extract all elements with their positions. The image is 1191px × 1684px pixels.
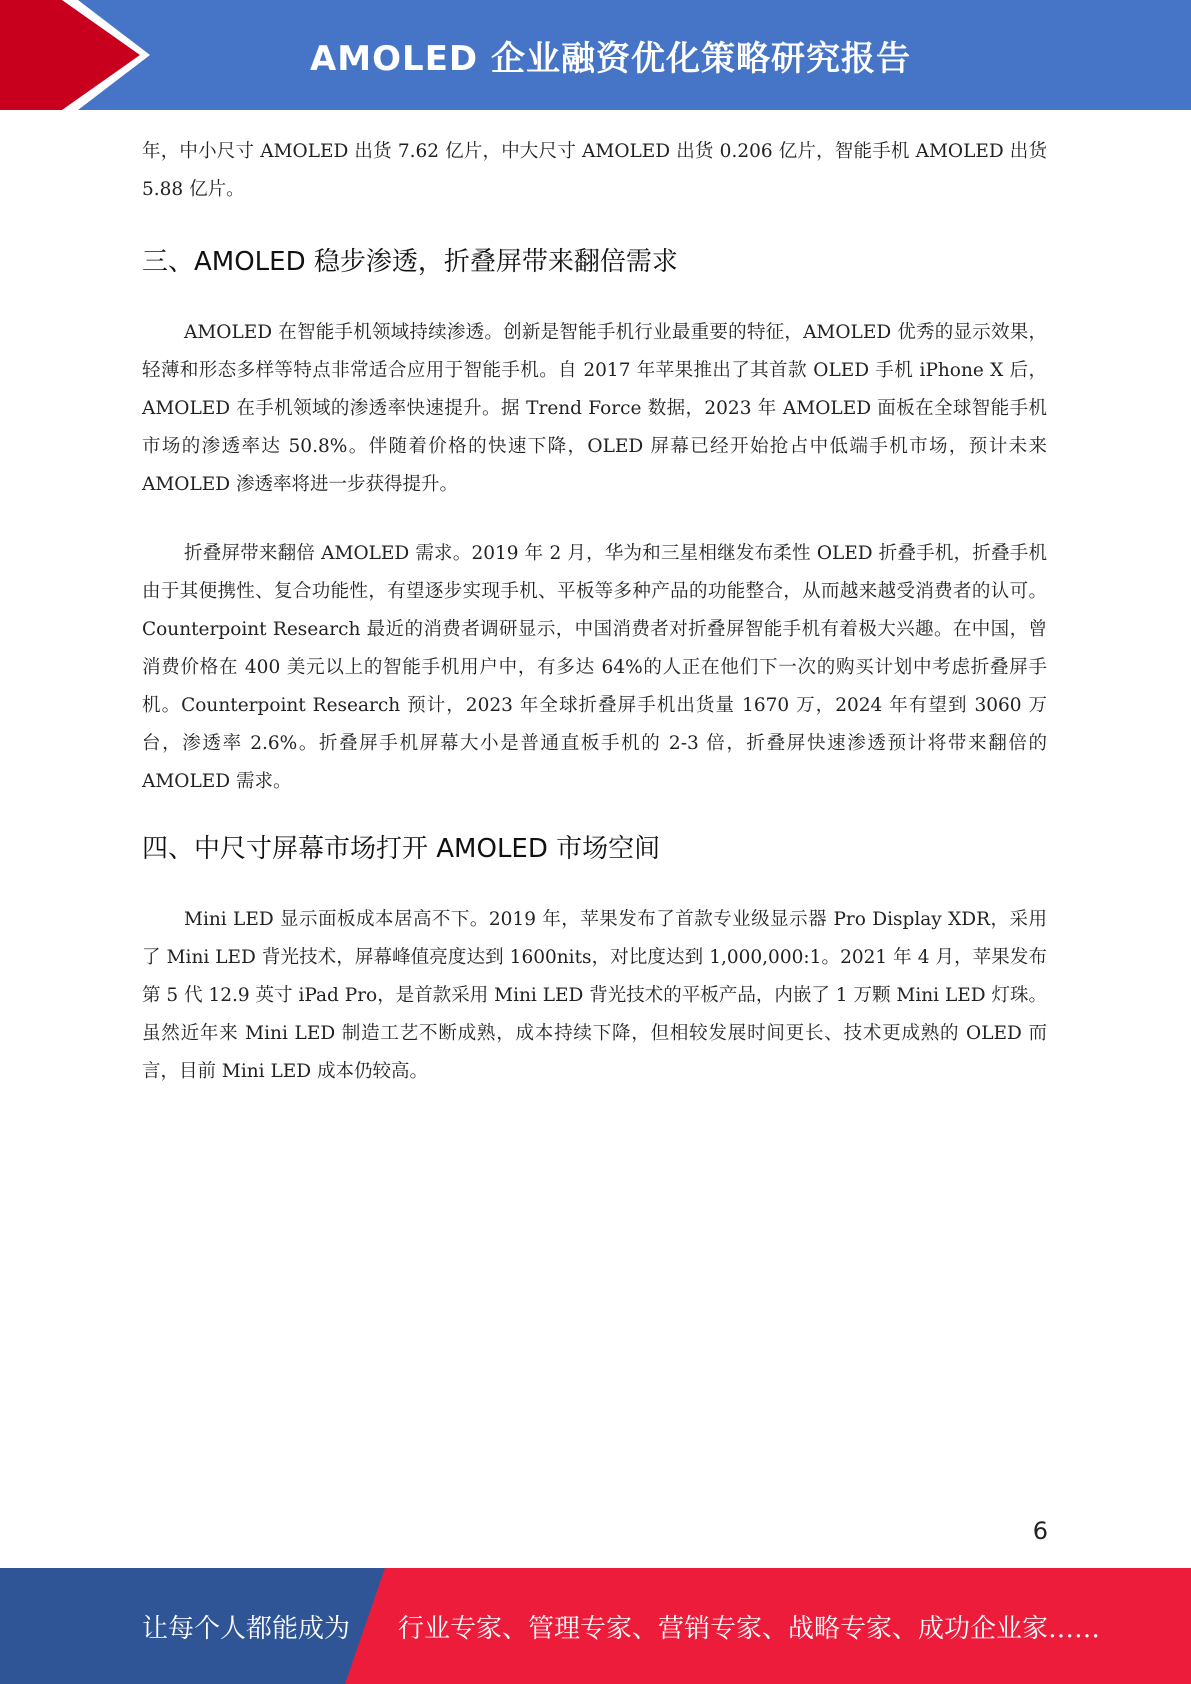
section-3-paragraph-1: AMOLED 在智能手机领域持续渗透。创新是智能手机行业最重要的特征，AMOLED 优秀的显示效果，轻薄和形态多样等特点非常适合应用于智能手机。自 2017 年苹果推出了其首款 OLED 手机 iPhone X 后，AMOLED 在手机领域的渗透率快速提升。据 Trend Force 数据，2023 年 AMOLED 面板在全球智能手机市场的渗透率达 50.8%。伴随着价格的快速下降，OLED 屏幕已经开始抢占中低端手机市场，预计未来 AMOLED 渗透率将进一步获得提升。 [142, 322, 1047, 495]
page-header [0, 0, 1191, 110]
section-3-paragraph-2: 折叠屏带来翻倍 AMOLED 需求。2019 年 2 月，华为和三星相继发布柔性 OLED 折叠手机，折叠手机由于其便携性、复合功能性，有望逐步实现手机、平板等多种产品的功能整合，从而越来越受消费者的认可。Counterpoint Research 最近的消费者调研显示，中国消费者对折叠屏智能手机有着极大兴趣。在中国，曾消费价格在 400 美元以上的智能手机用户中，有多达 64%的人正在他们下一次的购买计划中考虑折叠屏手机。Counterpoint Research 预计，2023 年全球折叠屏手机出货量 1670 万，2024 年有望到 3060 万台，渗透率 2.6%。折叠屏手机屏幕大小是普通直板手机的 2-3 倍，折叠屏快速渗透预计将带来翻倍的 AMOLED 需求。 [142, 543, 1047, 792]
section-4-paragraph-1: Mini LED 显示面板成本居高不下。2019 年，苹果发布了首款专业级显示器 Pro Display XDR，采用了 Mini LED 背光技术，屏幕峰值亮度达到 1600nits，对比度达到 1,000,000:1。2021 年 4 月，苹果发布第 5 代 12.9 英寸 iPad Pro，是首款采用 Mini LED 背光技术的平板产品，内嵌了 1 万颗 Mini LED 灯珠。虽然近年来 Mini LED 制造工艺不断成熟，成本持续下降，但相较发展时间更长、技术更成熟的 OLED 而言，目前 Mini LED 成本仍较高。 [142, 909, 1047, 1082]
section-3-heading: 三、AMOLED 稳步渗透，折叠屏带来翻倍需求 [142, 247, 678, 277]
section-4-heading: 四、中尺寸屏幕市场打开 AMOLED 市场空间 [142, 834, 661, 864]
report-title: AMOLED 企业融资优化策略研究报告 [309, 38, 911, 79]
footer-slogan-right: 行业专家、管理专家、营销专家、战略专家、成功企业家…… [398, 1613, 1101, 1644]
footer-slogan-left: 让每个人都能成为 [142, 1613, 351, 1644]
page-number: 6 [1032, 1517, 1048, 1545]
page-footer [0, 1568, 1191, 1684]
intro-paragraph: 年，中小尺寸 AMOLED 出货 7.62 亿片，中大尺寸 AMOLED 出货 0.206 亿片，智能手机 AMOLED 出货 5.88 亿片。 [142, 141, 1047, 200]
page-content [142, 133, 1047, 1091]
